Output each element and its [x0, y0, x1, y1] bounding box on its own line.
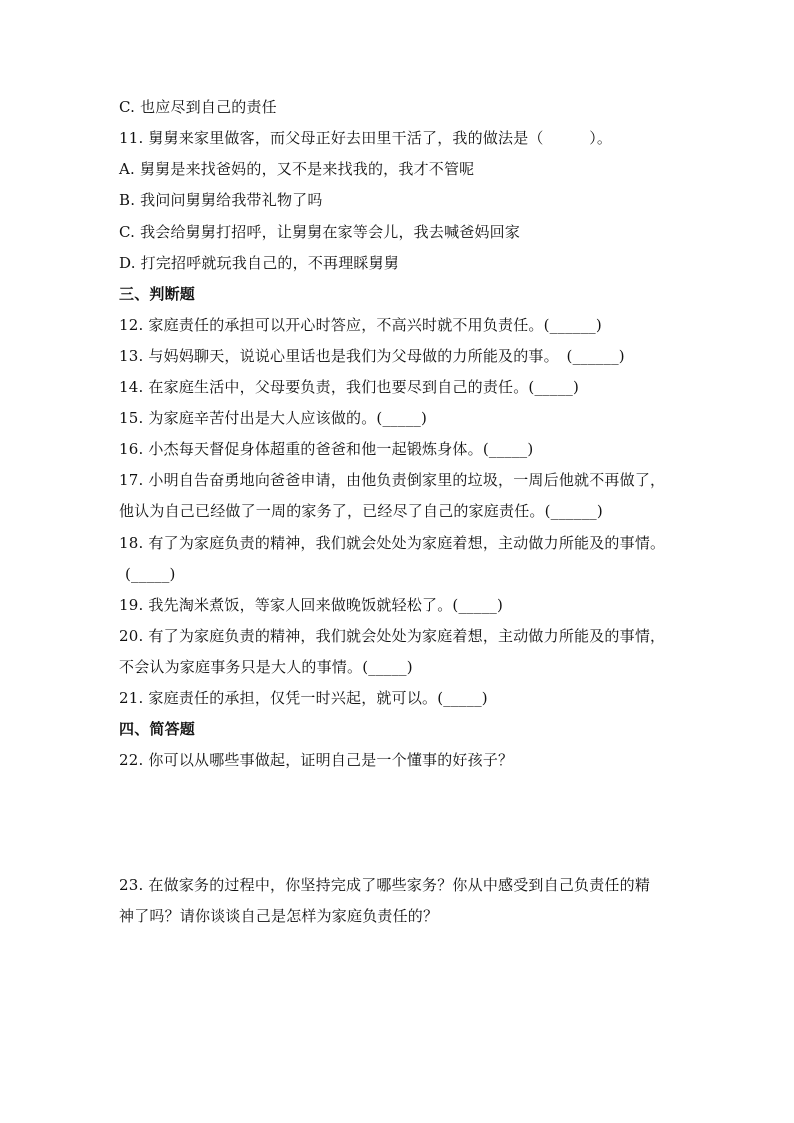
question-20-continued: 不会认为家庭事务只是大人的事情。(_____): [119, 658, 413, 676]
question-11: 11. 舅舅来家里做客，而父母正好去田里干活了，我的做法是（ ）。: [119, 129, 613, 147]
question-20: 20. 有了为家庭负责的精神，我们就会处处为家庭着想，主动做力所能及的事情，: [119, 627, 666, 645]
question-14: 14. 在家庭生活中，父母要负责，我们也要尽到自己的责任。(_____): [119, 378, 580, 396]
question-17-continued: 他认为自己已经做了一周的家务了，已经尽了自己的家庭责任。(______): [119, 502, 603, 520]
question-13: 13. 与妈妈聊天，说说心里话也是我们为父母做的力所能及的事。 (______): [119, 347, 625, 365]
option-c-q10: C. 也应尽到自己的责任: [119, 98, 277, 116]
question-12: 12. 家庭责任的承担可以开心时答应，不高兴时就不用负责任。(______): [119, 316, 602, 334]
section-heading-short-answer: 四、简答题: [119, 720, 196, 738]
question-23-continued: 神了吗？请你谈谈自己是怎样为家庭负责任的？: [119, 907, 439, 925]
option-d-q11: D. 打完招呼就玩我自己的，不再理睬舅舅: [119, 254, 400, 272]
option-c-q11: C. 我会给舅舅打招呼，让舅舅在家等会儿，我去喊爸妈回家: [119, 223, 521, 241]
question-18-answer-blank: (_____): [125, 565, 176, 583]
question-21: 21. 家庭责任的承担，仅凭一时兴起，就可以。(_____): [119, 689, 488, 707]
question-22: 22. 你可以从哪些事做起，证明自己是一个懂事的好孩子？: [119, 751, 514, 769]
question-17: 17. 小明自告奋勇地向爸爸申请，由他负责倒家里的垃圾，一周后他就不再做了，: [119, 471, 666, 489]
question-15: 15. 为家庭辛苦付出是大人应该做的。(_____): [119, 409, 428, 427]
option-a-q11: A. 舅舅是来找爸妈的，又不是来找我的，我才不管呢: [119, 160, 475, 178]
question-23: 23. 在做家务的过程中，你坚持完成了哪些家务？你从中感受到自己负责任的精: [119, 876, 651, 894]
option-b-q11: B. 我问问舅舅给我带礼物了吗: [119, 191, 323, 209]
section-heading-judgement: 三、判断题: [119, 285, 196, 303]
question-18: 18. 有了为家庭负责的精神，我们就会处处为家庭着想，主动做力所能及的事情。: [119, 534, 666, 552]
question-19: 19. 我先淘米煮饭，等家人回来做晚饭就轻松了。(_____): [119, 596, 504, 614]
question-16: 16. 小杰每天督促身体超重的爸爸和他一起锻炼身体。(_____): [119, 440, 534, 458]
